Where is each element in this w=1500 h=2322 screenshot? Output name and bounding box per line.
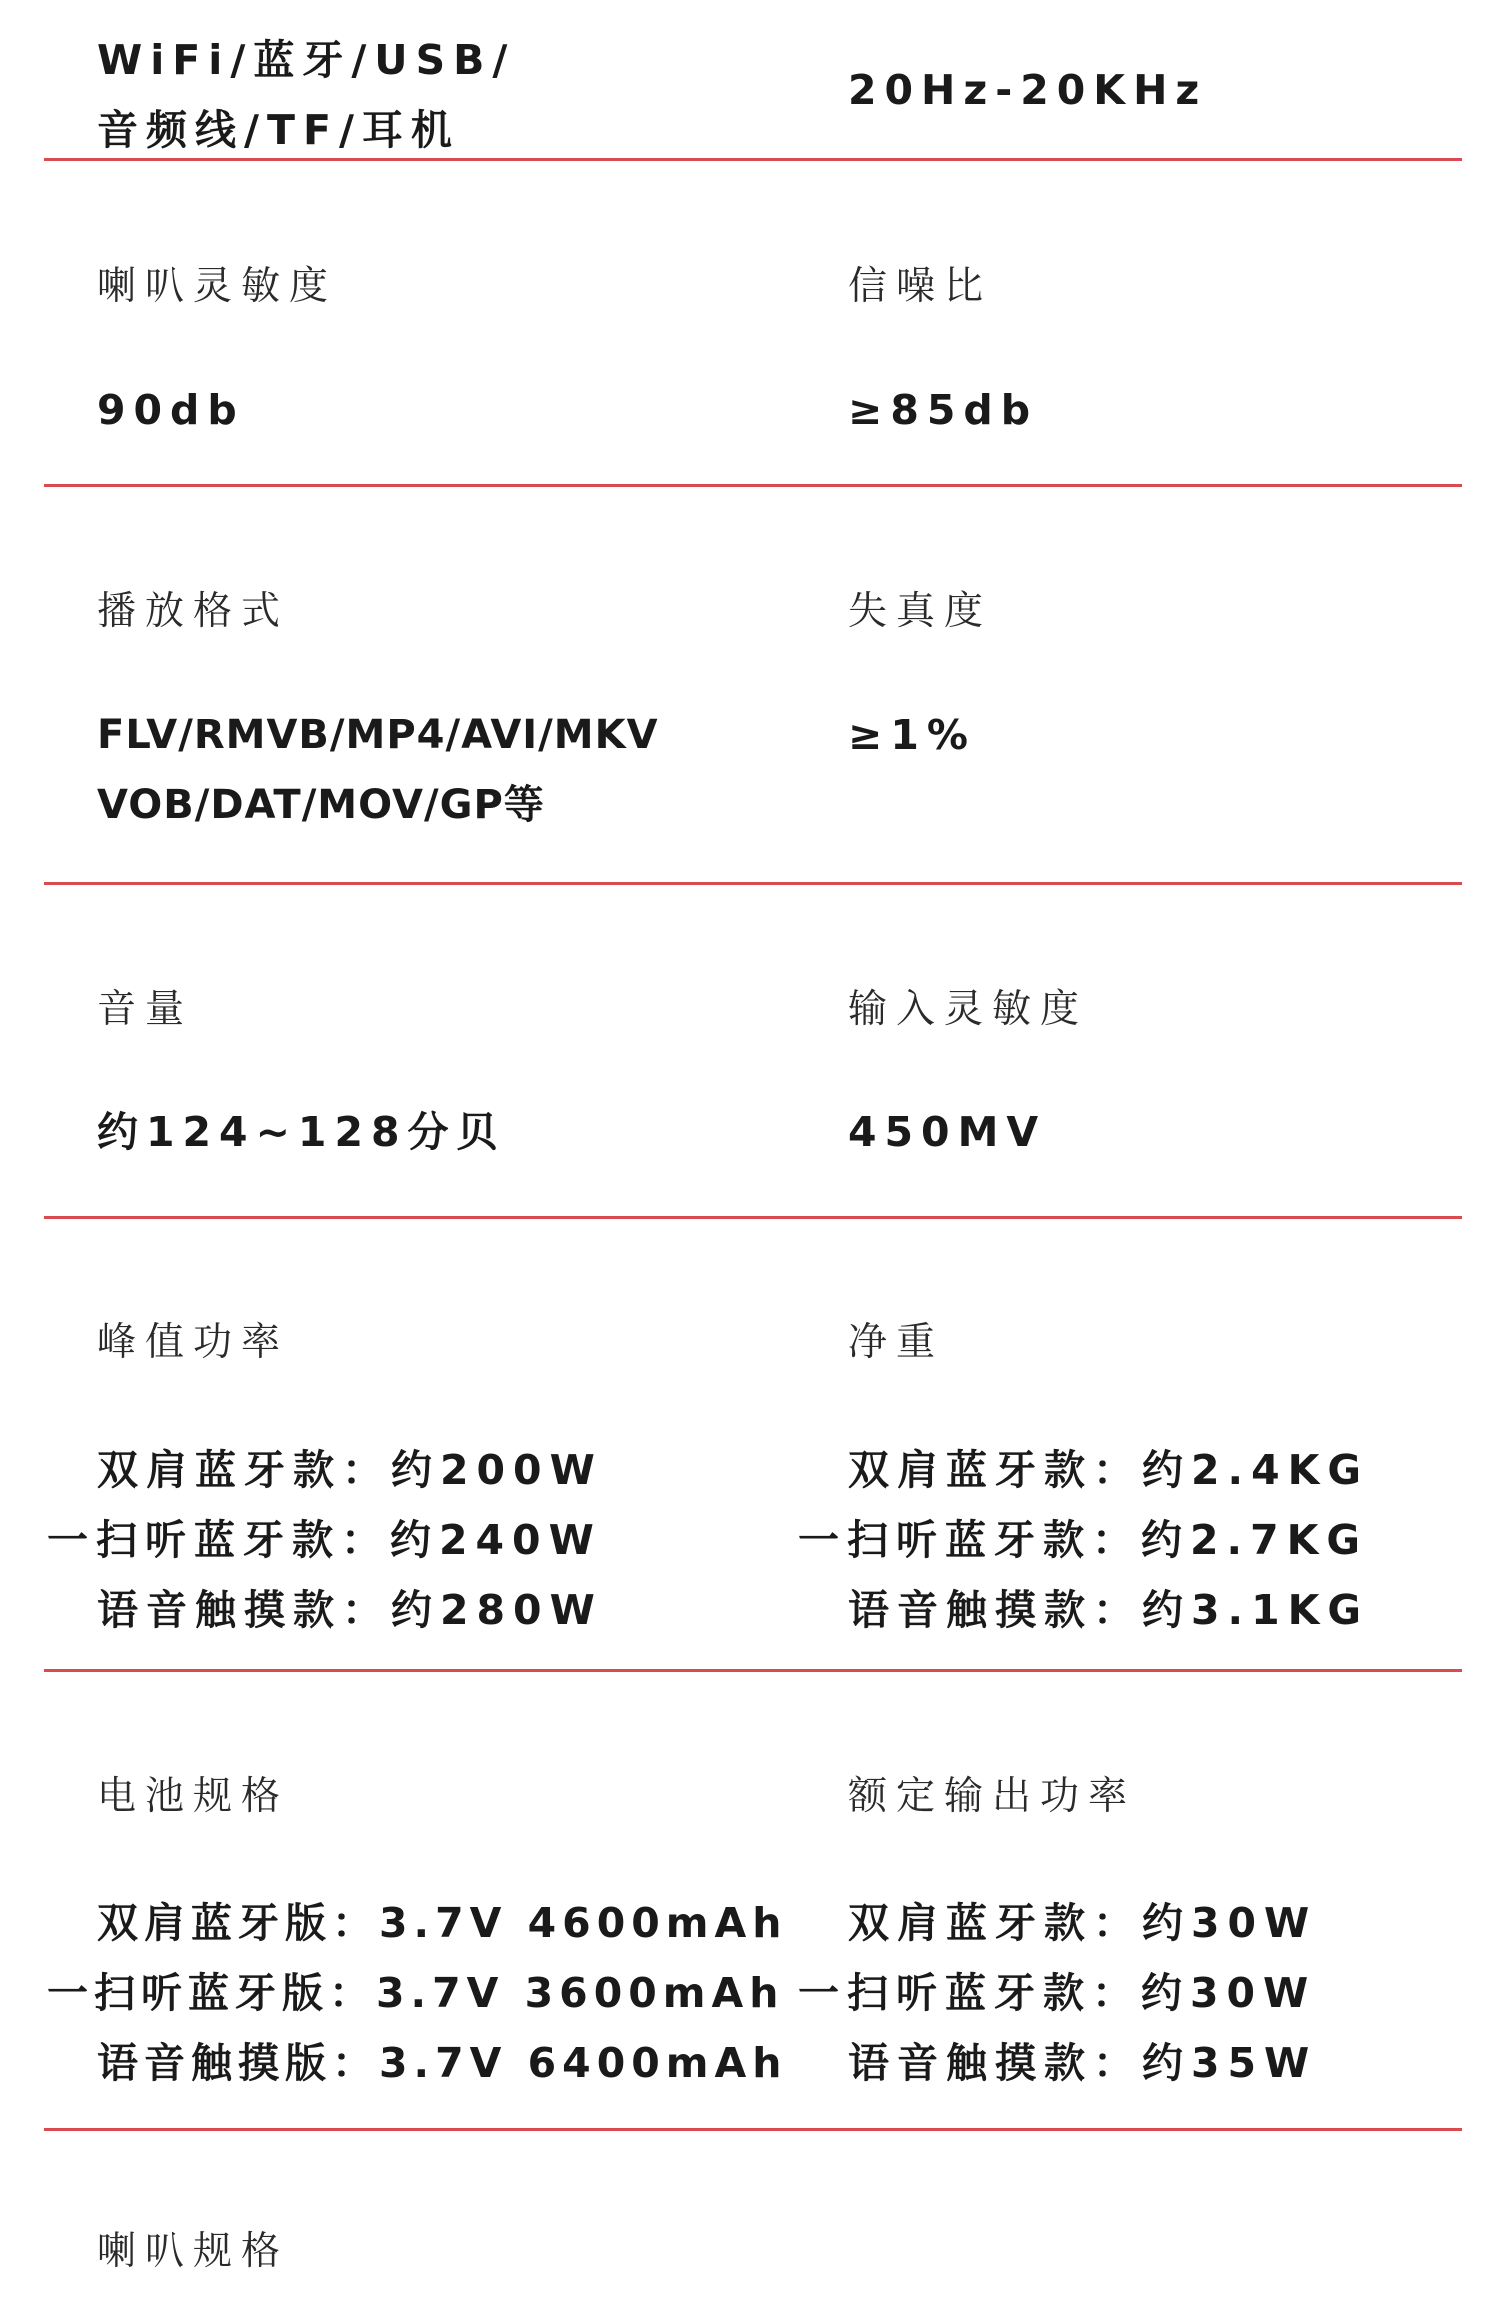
net-weight-line-1: 双肩蓝牙款：约2.4KG xyxy=(848,1446,1370,1494)
battery-line-2: 一扫听蓝牙版：3.7V 3600mAh xyxy=(47,1969,785,2017)
speaker-sensitivity-label: 喇叭灵敏度 xyxy=(97,264,338,309)
frequency-response-value: 20Hz-20KHz xyxy=(848,66,1208,114)
playback-formats-line-2: VOB/DAT/MOV/GP等 xyxy=(97,782,545,828)
rated-power-line-1: 双肩蓝牙款：约30W xyxy=(848,1899,1318,1947)
playback-formats-line-1: FLV/RMVB/MP4/AVI/MKV xyxy=(97,712,659,758)
net-weight-value xyxy=(798,1435,1370,1645)
playback-formats-value xyxy=(97,700,659,840)
playback-formats-label: 播放格式 xyxy=(97,589,290,634)
battery-value xyxy=(47,1888,788,2098)
battery-line-3: 语音触摸版：3.7V 6400mAh xyxy=(97,2039,788,2087)
volume-label: 音量 xyxy=(97,987,194,1032)
divider xyxy=(44,1216,1462,1219)
distortion-label: 失真度 xyxy=(848,589,993,634)
input-sources-value xyxy=(97,25,515,165)
battery-label: 电池规格 xyxy=(97,1774,290,1819)
input-sensitivity-label: 输入灵敏度 xyxy=(848,987,1089,1032)
rated-power-line-2: 一扫听蓝牙款：约30W xyxy=(798,1969,1317,2017)
net-weight-line-2: 一扫听蓝牙款：约2.7KG xyxy=(798,1516,1369,1564)
net-weight-label: 净重 xyxy=(848,1320,945,1365)
peak-power-line-3: 语音触摸款：约280W xyxy=(97,1586,603,1634)
rated-power-value xyxy=(798,1888,1318,2098)
snr-label: 信噪比 xyxy=(848,264,993,309)
divider xyxy=(44,2128,1462,2131)
input-sources-line-2: 音频线/TF/耳机 xyxy=(97,106,460,154)
peak-power-line-1: 双肩蓝牙款：约200W xyxy=(97,1446,603,1494)
battery-line-1: 双肩蓝牙版：3.7V 4600mAh xyxy=(97,1899,788,1947)
rated-power-line-3: 语音触摸款：约35W xyxy=(848,2039,1318,2087)
input-sources-line-1: WiFi/蓝牙/USB/ xyxy=(97,36,516,84)
distortion-value: ≥1% xyxy=(848,711,976,759)
speaker-sensitivity-value: 90db xyxy=(97,386,245,434)
volume-value: 约124~128分贝 xyxy=(97,1108,506,1156)
snr-value: ≥85db xyxy=(848,386,1039,434)
divider xyxy=(44,158,1462,161)
net-weight-line-3: 语音触摸款：约3.1KG xyxy=(848,1586,1370,1634)
peak-power-line-2: 一扫听蓝牙款：约240W xyxy=(47,1516,602,1564)
divider xyxy=(44,882,1462,885)
peak-power-label: 峰值功率 xyxy=(97,1320,290,1365)
rated-power-label: 额定输出功率 xyxy=(848,1774,1137,1819)
input-sensitivity-value: 450MV xyxy=(848,1108,1047,1156)
divider xyxy=(44,1669,1462,1672)
speaker-spec-label: 喇叭规格 xyxy=(97,2229,290,2274)
peak-power-value xyxy=(47,1435,603,1645)
divider xyxy=(44,484,1462,487)
